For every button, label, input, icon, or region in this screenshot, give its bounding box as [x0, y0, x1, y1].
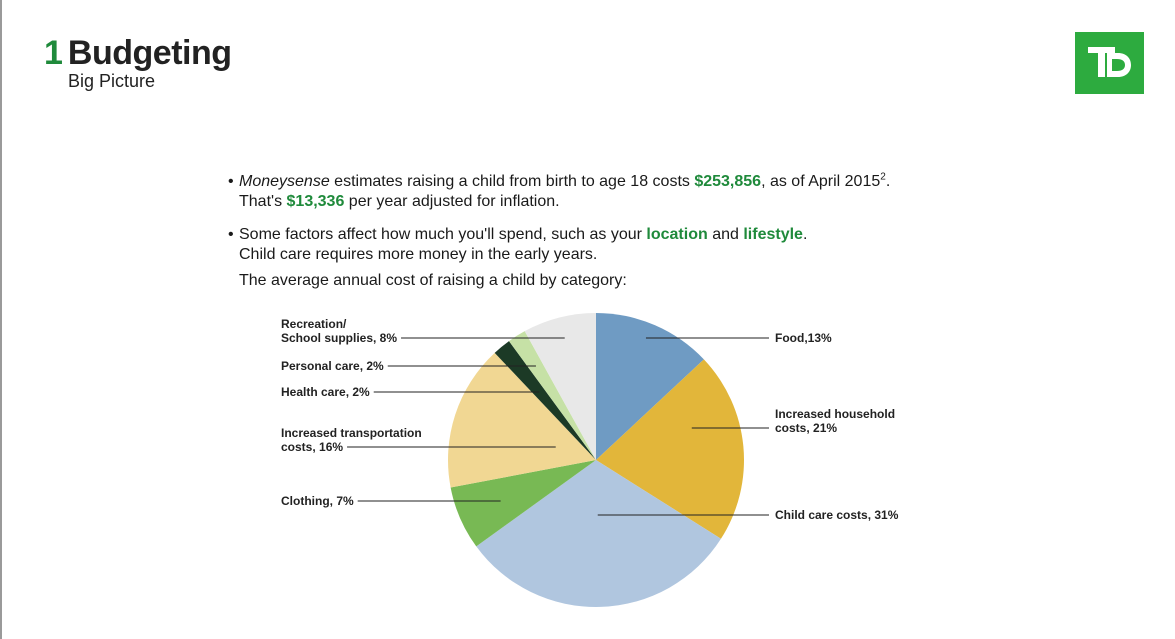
slice-label-3: Clothing, 7%	[281, 494, 354, 508]
bullet-dot: •	[228, 226, 234, 243]
slice-label-0: Food,13%	[775, 331, 832, 345]
bullet-dot: •	[228, 173, 234, 190]
text-segment: That's	[239, 193, 287, 210]
text-segment: .	[885, 173, 891, 190]
page-title: Budgeting	[67, 34, 232, 72]
source-name: Moneysense	[239, 173, 330, 190]
slice-label-1: Increased household	[775, 407, 896, 421]
slice-label-4: Increased transportation	[281, 426, 422, 440]
text-segment: and	[707, 226, 744, 243]
slice-label-6: Personal care, 2%	[281, 359, 384, 373]
section-number: 1	[44, 34, 62, 72]
page-subtitle: Big Picture	[68, 71, 156, 91]
slice-label-7: Recreation/	[281, 317, 347, 331]
text-segment: , as of April 2015	[761, 173, 881, 190]
annual-cost: $13,336	[286, 193, 345, 210]
text-segment: estimates raising a child from birth to age 18 costs	[329, 173, 695, 190]
total-cost: $253,856	[694, 173, 762, 190]
slice-label-5: Health care, 2%	[281, 385, 370, 399]
text-segment: Some factors affect how much you'll spend, such as your	[239, 226, 647, 243]
slice-label-1: costs, 21%	[775, 421, 838, 435]
slice-label-2: Child care costs, 31%	[775, 508, 899, 522]
chart-caption: The average annual cost of raising a child by category:	[239, 272, 627, 289]
slice-label-4: costs, 16%	[281, 440, 344, 454]
highlight-lifestyle: lifestyle	[743, 226, 803, 243]
text-segment: per year adjusted for inflation.	[344, 193, 560, 210]
bullet-line: Child care requires more money in the early years.	[239, 246, 598, 263]
highlight-location: location	[646, 226, 708, 243]
footnote-ref: 2	[880, 171, 886, 183]
slice-label-7: School supplies, 8%	[281, 331, 398, 345]
text-segment: .	[802, 226, 808, 243]
